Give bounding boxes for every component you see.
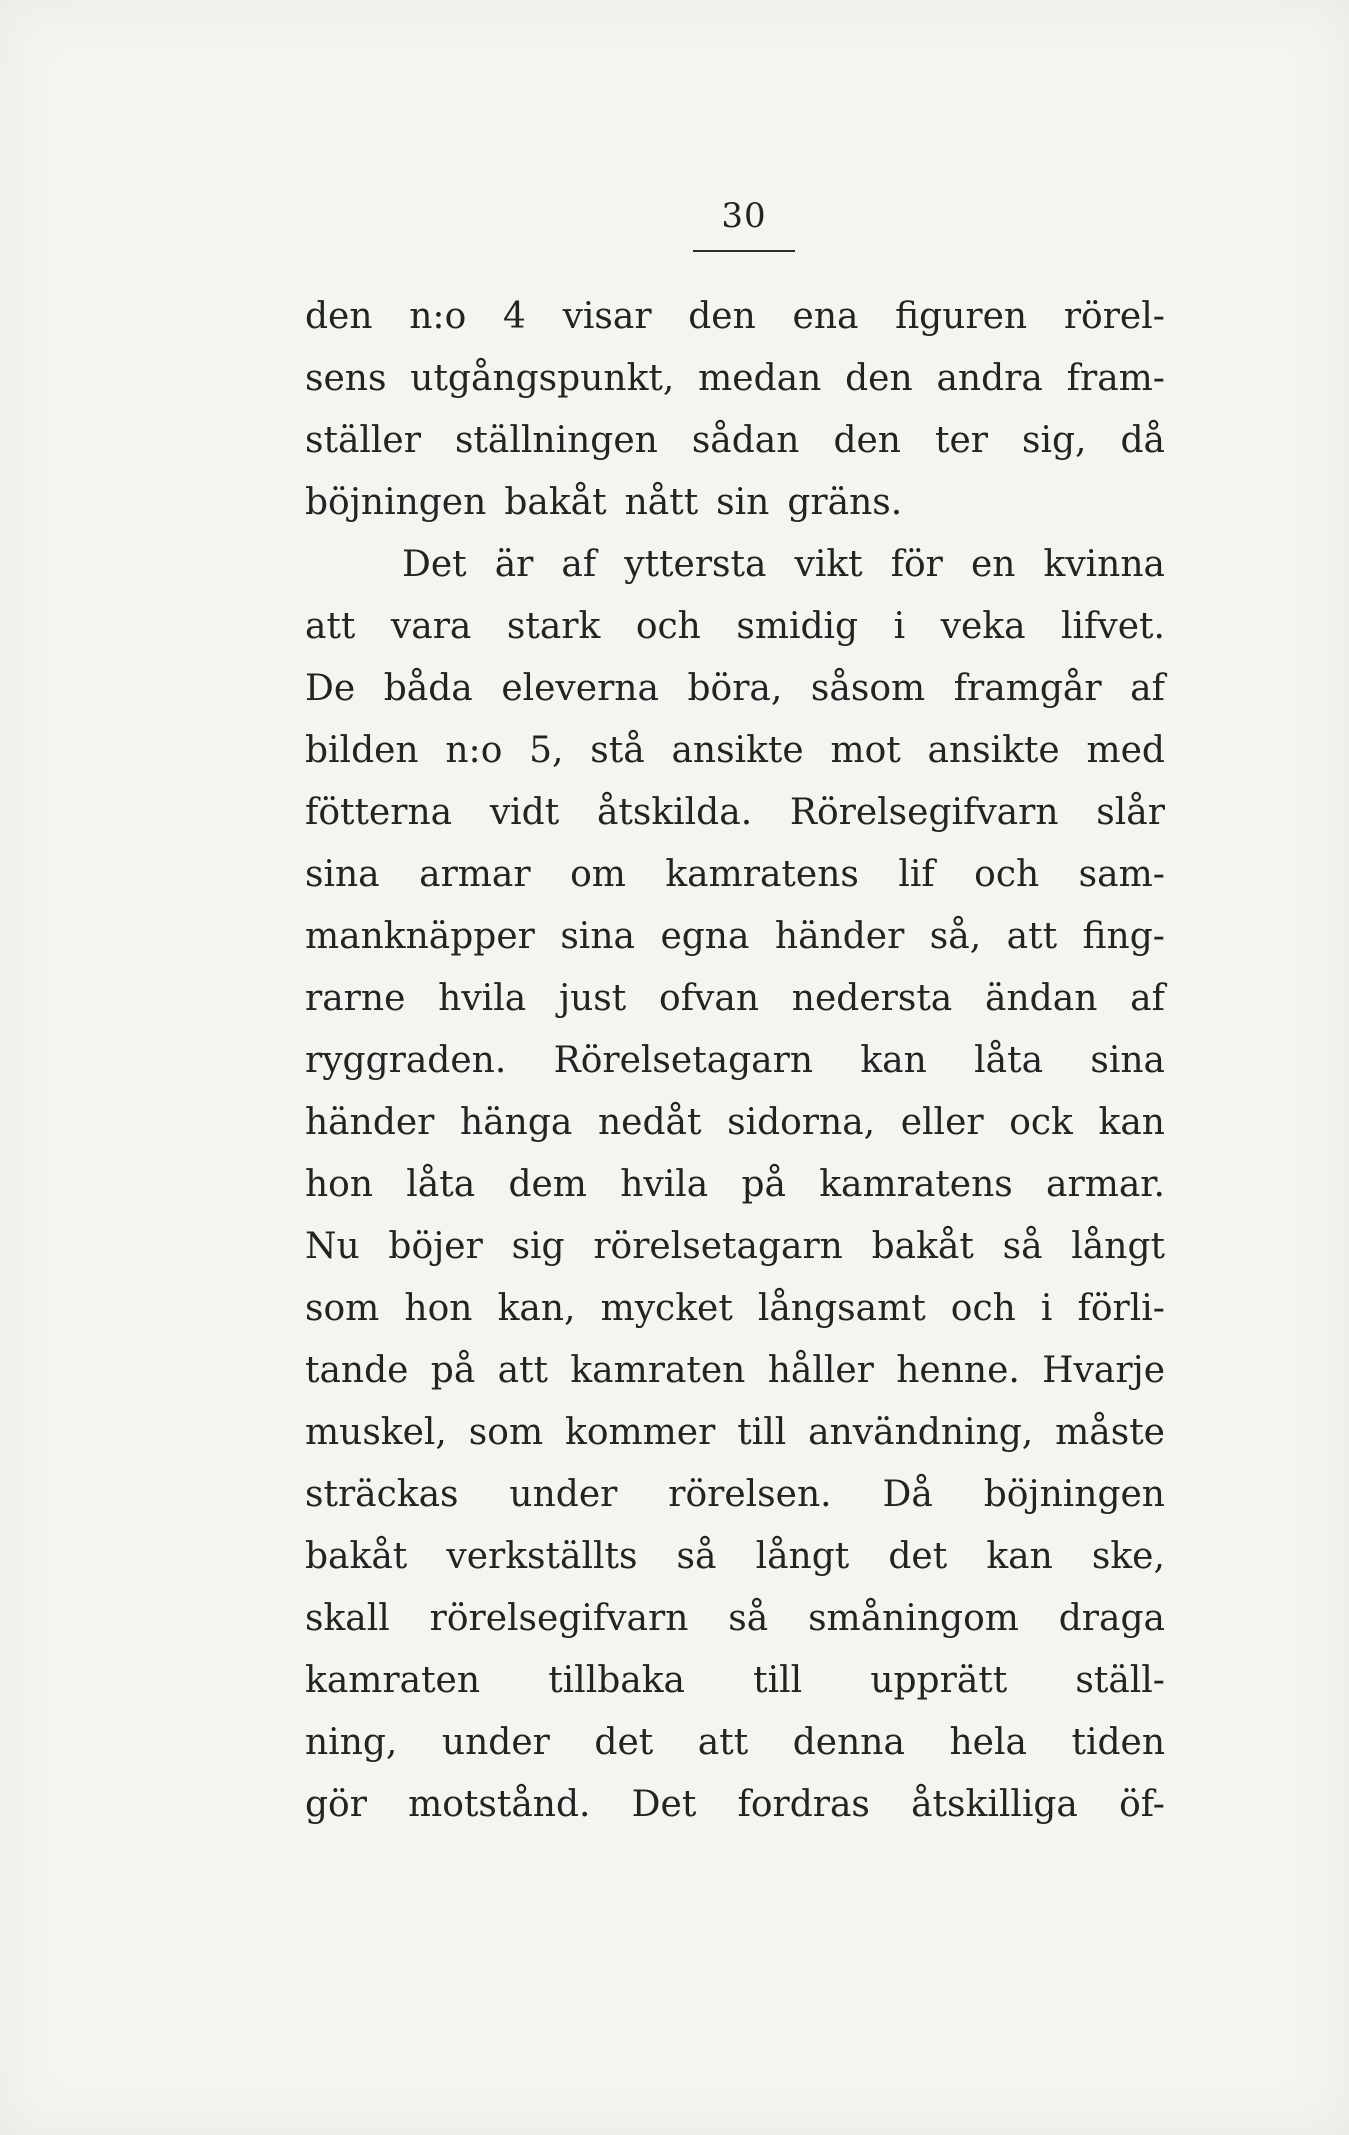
word: hon <box>305 1164 374 1205</box>
word: sina <box>305 854 380 895</box>
word: eleverna <box>501 668 659 709</box>
word: böjningen <box>983 1474 1165 1515</box>
word: är <box>494 544 534 585</box>
word: draga <box>1058 1598 1165 1639</box>
word: böjer <box>388 1226 483 1267</box>
word: förli- <box>1077 1288 1165 1329</box>
word: till <box>753 1660 803 1701</box>
word: dem <box>508 1164 587 1205</box>
word: med <box>1086 730 1165 771</box>
word: Rörelsegifvarn <box>789 792 1059 833</box>
word: fordras <box>737 1784 870 1825</box>
word: och <box>974 854 1040 895</box>
word: fing- <box>1082 916 1165 957</box>
word: och <box>635 606 701 647</box>
word: tande <box>305 1350 409 1391</box>
word: stark <box>506 606 601 647</box>
word: sina <box>1090 1040 1165 1081</box>
word: Det <box>631 1784 697 1825</box>
word: kamratens <box>665 854 859 895</box>
word: händer <box>774 916 905 957</box>
word: rörelsen. <box>668 1474 832 1515</box>
word: ändan <box>985 978 1098 1019</box>
word: kan <box>1098 1102 1165 1143</box>
word: som <box>305 1288 380 1329</box>
word: den <box>688 296 756 337</box>
word: nedersta <box>791 978 953 1019</box>
word: att <box>497 1350 549 1391</box>
word: armar. <box>1046 1164 1165 1205</box>
word: eller <box>900 1102 984 1143</box>
word: måste <box>1055 1412 1165 1453</box>
text-line <box>305 348 1165 410</box>
word: nått <box>624 482 699 523</box>
word: fötterna <box>305 792 453 833</box>
word: manknäpper <box>305 916 535 957</box>
word: hvila <box>438 978 527 1019</box>
text-line <box>305 1216 1165 1278</box>
word: gör <box>305 1784 367 1825</box>
word: utgångspunkt, <box>410 358 675 399</box>
word: som <box>468 1412 544 1453</box>
word: mot <box>830 730 901 771</box>
word: sidorna, <box>727 1102 876 1143</box>
word: båda <box>383 668 473 709</box>
word: den <box>305 296 373 337</box>
word: hela <box>949 1722 1027 1763</box>
word: det <box>594 1722 654 1763</box>
word: sträckas <box>305 1474 459 1515</box>
word: i <box>893 606 906 647</box>
text-line <box>305 1402 1165 1464</box>
text-line <box>305 1092 1165 1154</box>
word: låta <box>406 1164 476 1205</box>
word: tiden <box>1071 1722 1165 1763</box>
word: lif <box>898 854 935 895</box>
word: ställningen <box>454 420 658 461</box>
word: kvinna <box>1043 544 1165 585</box>
text-line <box>305 844 1165 906</box>
text-line <box>305 596 1165 658</box>
word: motstånd. <box>408 1784 591 1825</box>
word: af <box>561 544 597 585</box>
text-line <box>305 720 1165 782</box>
word: skall <box>305 1598 390 1639</box>
word: kamraten <box>570 1350 746 1391</box>
text-line <box>305 1712 1165 1774</box>
word: framgår <box>953 668 1102 709</box>
text-line <box>305 410 1165 472</box>
word: vara <box>390 606 472 647</box>
word: kamratens <box>819 1164 1013 1205</box>
word: upprätt <box>870 1660 1008 1701</box>
word: muskel, <box>305 1412 447 1453</box>
word: håller <box>767 1350 874 1391</box>
word: så <box>1002 1226 1043 1267</box>
word: småningom <box>808 1598 1019 1639</box>
word: lifvet. <box>1061 606 1165 647</box>
word: den <box>833 420 901 461</box>
word: på <box>741 1164 786 1205</box>
word: den <box>845 358 913 399</box>
word: ofvan <box>659 978 760 1019</box>
word: af <box>1130 978 1165 1019</box>
text-line <box>305 1526 1165 1588</box>
word: under <box>509 1474 618 1515</box>
word: händer <box>305 1102 435 1143</box>
text-line <box>305 658 1165 720</box>
word: om <box>570 854 626 895</box>
word: fram- <box>1066 358 1165 399</box>
word: rörelsegifvarn <box>429 1598 689 1639</box>
word: så <box>728 1598 769 1639</box>
text-line <box>305 534 1165 596</box>
word: De <box>305 668 356 709</box>
word: det <box>888 1536 948 1577</box>
word: vikt <box>794 544 863 585</box>
word: då <box>1120 420 1165 461</box>
word: långt <box>1071 1226 1165 1267</box>
word: sin <box>716 482 770 523</box>
word: 4 <box>502 296 526 337</box>
word: att <box>1006 916 1058 957</box>
word: kamraten <box>305 1660 481 1701</box>
word: mycket <box>600 1288 733 1329</box>
word: visar <box>562 296 652 337</box>
word: bakåt <box>871 1226 974 1267</box>
page-number: 30 <box>721 196 767 236</box>
word: 5, <box>529 730 564 771</box>
word: och <box>950 1288 1016 1329</box>
text-line <box>305 782 1165 844</box>
word: sig <box>511 1226 565 1267</box>
word: en <box>970 544 1016 585</box>
word: ter <box>935 420 988 461</box>
word: ryggraden. <box>305 1040 507 1081</box>
word: kommer <box>565 1412 716 1453</box>
text-line <box>305 1278 1165 1340</box>
text-line <box>305 1774 1165 1836</box>
word: Rörelsetagarn <box>553 1040 814 1081</box>
word: ning, <box>305 1722 398 1763</box>
word: öf- <box>1119 1784 1165 1825</box>
word: henne. <box>896 1350 1020 1391</box>
word: långt <box>755 1536 850 1577</box>
text-line <box>305 1340 1165 1402</box>
word: tillbaka <box>548 1660 685 1701</box>
word: så <box>676 1536 717 1577</box>
word: för <box>890 544 943 585</box>
word: hänga <box>460 1102 573 1143</box>
word: slår <box>1096 792 1165 833</box>
text-line <box>305 1588 1165 1650</box>
word: nedåt <box>598 1102 702 1143</box>
word: långsamt <box>757 1288 926 1329</box>
text-line <box>305 1030 1165 1092</box>
word: sam- <box>1078 854 1165 895</box>
word: ansikte <box>671 730 804 771</box>
word: ske, <box>1091 1536 1165 1577</box>
word: ställer <box>305 420 421 461</box>
word: ock <box>1009 1102 1073 1143</box>
page-number-container <box>693 196 795 236</box>
word: n:o <box>409 296 467 337</box>
word: Då <box>882 1474 933 1515</box>
word: bilden <box>305 730 419 771</box>
text-line <box>305 1154 1165 1216</box>
word: ena <box>792 296 859 337</box>
word: medan <box>698 358 822 399</box>
word: böjningen <box>305 482 487 523</box>
word: hvila <box>620 1164 709 1205</box>
text-line <box>305 1650 1165 1712</box>
body-text <box>305 286 1165 1836</box>
word: sens <box>305 358 387 399</box>
word: ställ- <box>1075 1660 1165 1701</box>
word: sina <box>560 916 635 957</box>
word: åtskilliga <box>911 1784 1078 1825</box>
text-line <box>305 286 1165 348</box>
word: sådan <box>691 420 800 461</box>
word: hon <box>404 1288 473 1329</box>
word: att <box>697 1722 749 1763</box>
word: bakåt <box>504 482 607 523</box>
text-line <box>305 472 1165 534</box>
word: så, <box>929 916 982 957</box>
word: smidig <box>736 606 859 647</box>
word: att <box>305 606 356 647</box>
word: under <box>441 1722 550 1763</box>
word: böra, <box>687 668 783 709</box>
word: veka <box>940 606 1026 647</box>
word: n:o <box>445 730 503 771</box>
word: i <box>1040 1288 1053 1329</box>
word: sig, <box>1021 420 1087 461</box>
word: kan <box>860 1040 927 1081</box>
word: till <box>737 1412 787 1453</box>
word: denna <box>792 1722 905 1763</box>
word: af <box>1130 668 1165 709</box>
word: bakåt <box>305 1536 408 1577</box>
word: Hvarje <box>1042 1350 1165 1391</box>
word: andra <box>936 358 1043 399</box>
word: Nu <box>305 1226 360 1267</box>
text-line <box>305 906 1165 968</box>
word: kan, <box>497 1288 576 1329</box>
text-line <box>305 968 1165 1030</box>
word: just <box>558 978 627 1019</box>
word: rarne <box>305 978 406 1019</box>
word: verkställts <box>446 1536 638 1577</box>
word: vidt <box>489 792 560 833</box>
word: rörelsetagarn <box>593 1226 843 1267</box>
word: åtskilda. <box>596 792 753 833</box>
word: egna <box>660 916 750 957</box>
word: kan <box>986 1536 1053 1577</box>
word: på <box>430 1350 476 1391</box>
word: yttersta <box>624 544 767 585</box>
word: gräns. <box>787 482 903 523</box>
word: såsom <box>810 668 926 709</box>
word: rörel- <box>1063 296 1165 337</box>
word: figuren <box>895 296 1028 337</box>
page-number-rule <box>693 250 795 252</box>
text-line <box>305 1464 1165 1526</box>
word: låta <box>974 1040 1044 1081</box>
word: ansikte <box>927 730 1060 771</box>
word: användning, <box>808 1412 1034 1453</box>
word: stå <box>590 730 645 771</box>
word: armar <box>419 854 531 895</box>
word: Det <box>402 544 467 585</box>
